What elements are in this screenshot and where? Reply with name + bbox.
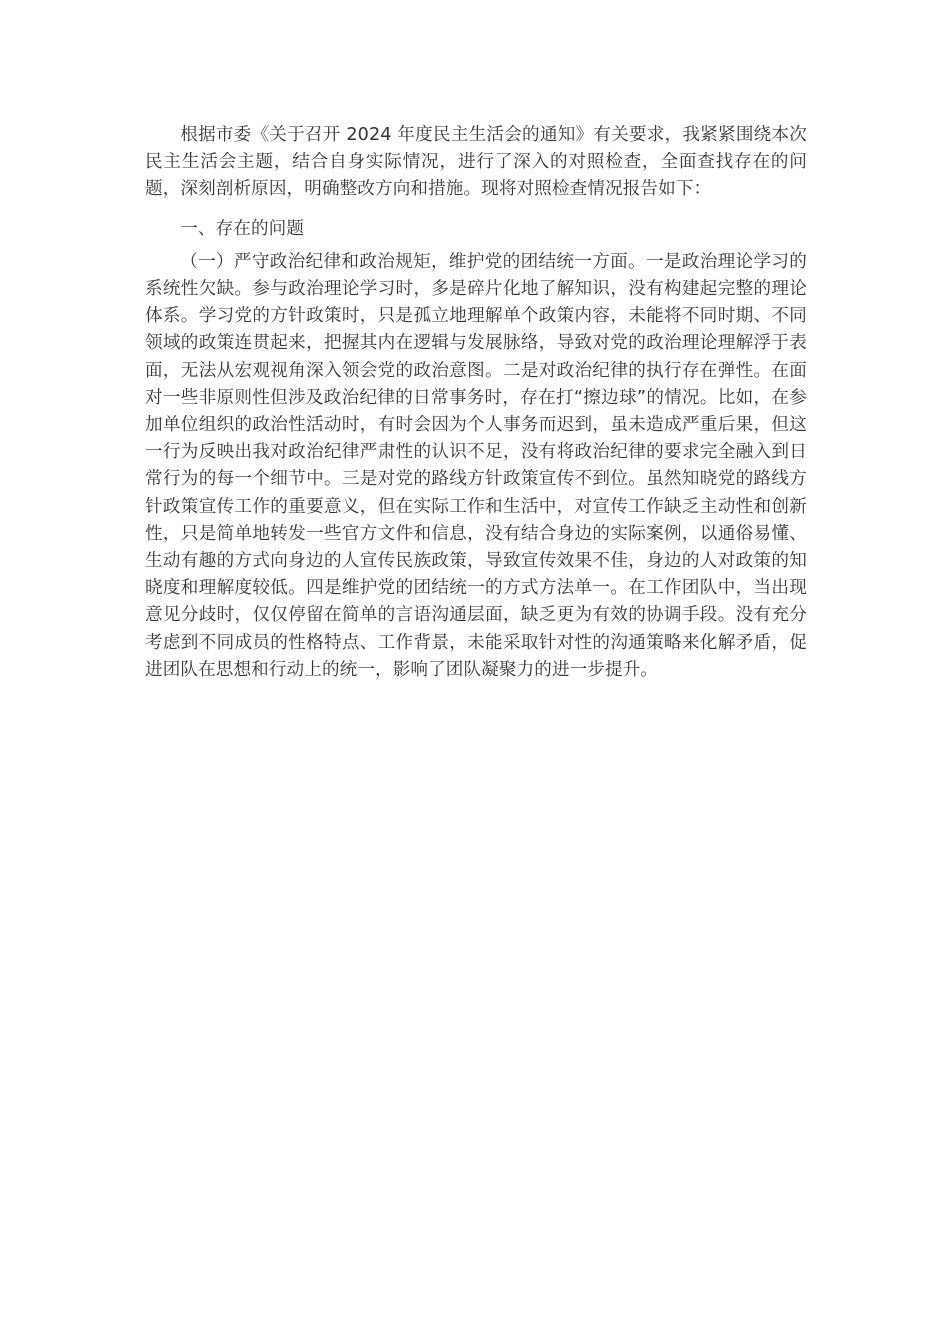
section-heading: 一、存在的问题 <box>180 218 305 239</box>
spacer <box>145 204 807 208</box>
document-page <box>145 122 807 684</box>
section-paragraph: （一）严守政治纪律和政治规矩，维护党的团结统一方面。一是政治理论学习的系统性欠缺。参与政治理论学习时，多是碎片化地了解知识，没有构建起完整的理论体系。学习党的方针政策时，只是孤立地理解单个政策内容，未能将不同时期、不同领域的政策连贯起来，把握其内在逻辑与发展脉络，导致对党的政治理论理解浮于表面，无法从宏观视角深入领会党的政治意图。二是对政治纪律的执行存在弹性。在面对一些非原则性但涉及政治纪律的日常事务时，存在打“擦边球”的情况。比如，在参加单位组织的政治性活动时，有时会因为个人事务而迟到，虽未造成严重后果，但这一行为反映出我对政治纪律严肃性的认识不足，没有将政治纪律的要求完全融入到日常行为的每一个细节中。三是对党的路线方针政策宣传不到位。虽然知晓党的路线方针政策宣传工作的重要意义，但在实际工作和生活中，对宣传工作缺乏主动性和创新性，只是简单地转发一些官方文件和信息，没有结合身边的实际案例，以通俗易懂、生动有趣的方式向身边的人宣传民族政策，导致宣传效果不佳，身边的人对政策的知晓度和理解度较低。四是维护党的团结统一的方式方法单一。在工作团队中，当出现意见分歧时，仅仅停留在简单的言语沟通层面，缺乏更为有效的协调手段。没有充分考虑到不同成员的性格特点、工作背景，未能采取针对性的沟通策略来化解矛盾，促进团队在思想和行动上的统一，影响了团队凝聚力的进一步提升。 <box>145 251 807 680</box>
intro-paragraph: 根据市委《关于召开 2024 年度民主生活会的通知》有关要求，我紧紧围绕本次民主生活会主题，结合自身实际情况，进行了深入的对照检查，全面查找存在的问题，深刻剖析原因，明确整改方向和措施。现将对照检查情况报告如下： <box>145 125 807 200</box>
